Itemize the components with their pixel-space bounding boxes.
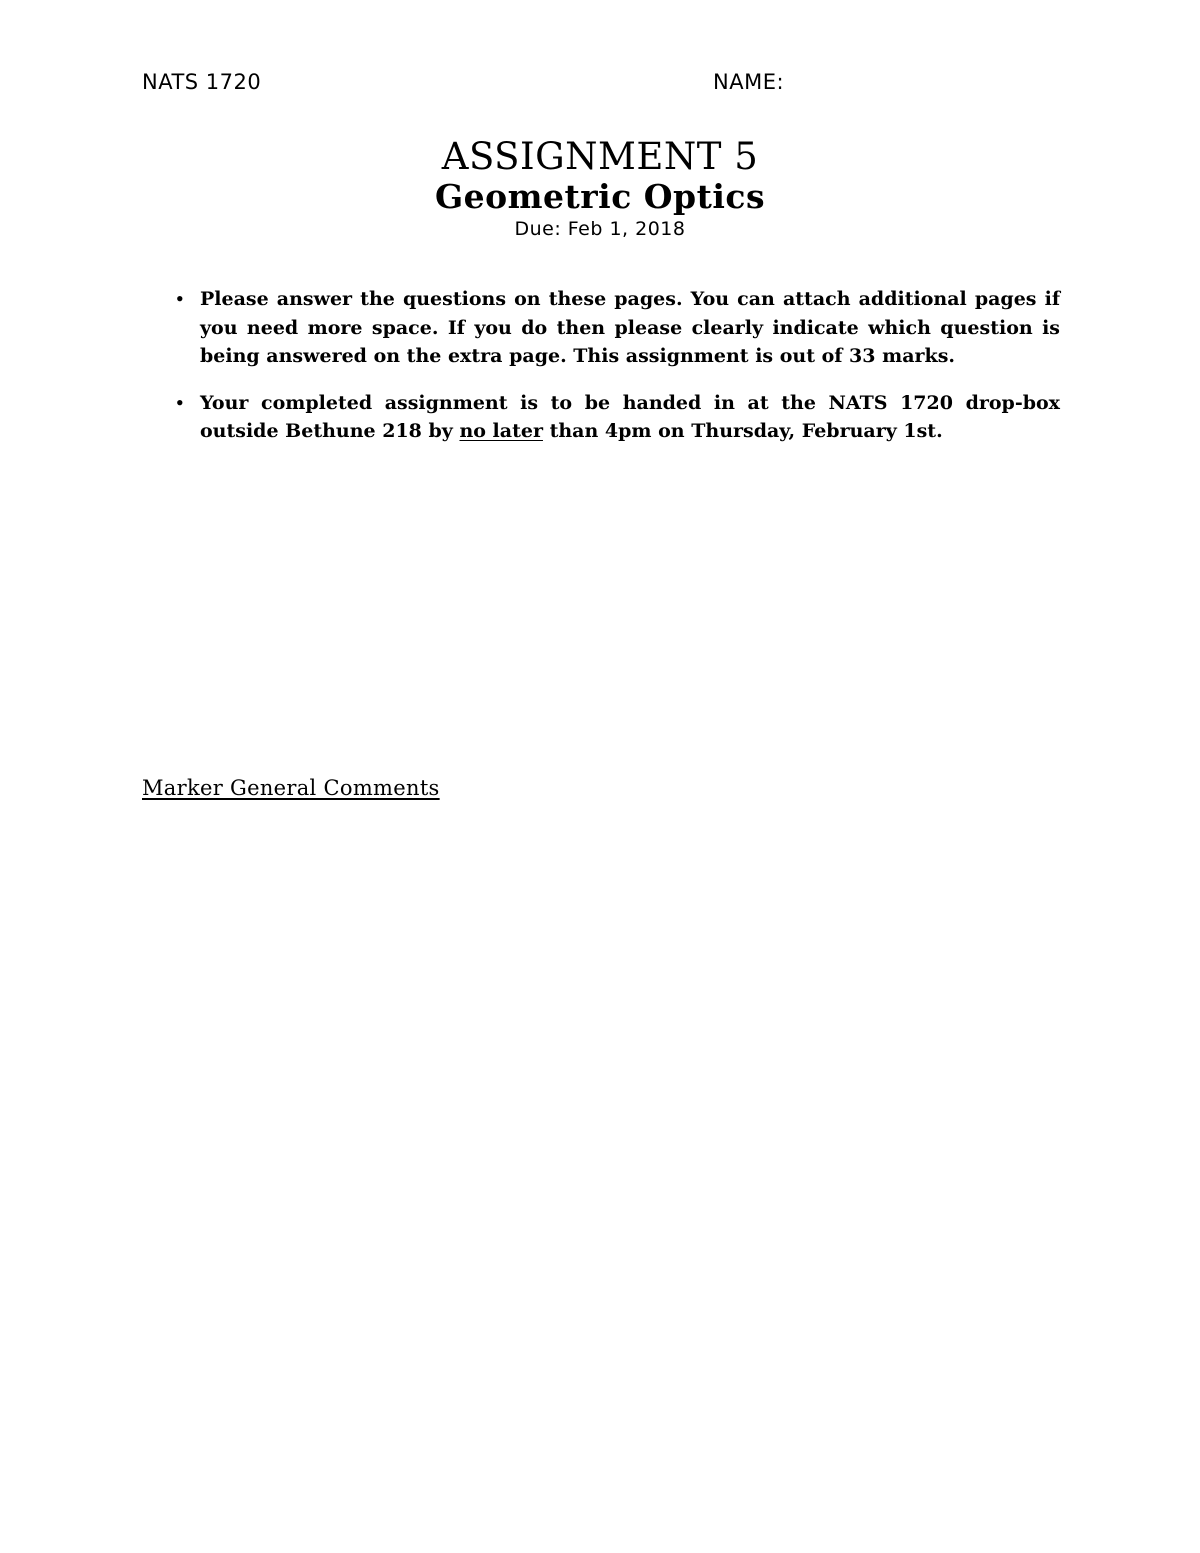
- instruction-text: Please answer the questions on these pages. You can attach additional pages if you need more space. If you do then please clearly indicate which question is being answered on the extra page. This assignment is out of 33 marks.: [200, 288, 1060, 367]
- deadline-emphasis: no later: [459, 420, 543, 442]
- marker-comments-heading: Marker General Comments: [142, 776, 440, 800]
- assignment-title: ASSIGNMENT 5: [441, 135, 759, 178]
- instruction-text-end: than 4pm on Thursday, February 1st.: [542, 420, 943, 442]
- title-block: [0, 136, 1200, 242]
- course-code: NATS 1720: [142, 70, 262, 94]
- due-date: Due: Feb 1, 2018: [514, 218, 686, 240]
- assignment-subtitle: Geometric Optics: [434, 177, 766, 216]
- name-label: NAME:: [713, 70, 785, 94]
- instruction-item: [172, 389, 1060, 446]
- instruction-text: [200, 392, 1060, 443]
- instructions-list: [172, 285, 1060, 464]
- bullet-icon: •: [175, 393, 185, 412]
- bullet-icon: •: [175, 290, 185, 308]
- instruction-item: [172, 285, 1060, 371]
- instruction-text-start: Your completed assignment is to be handed in at the NATS 1720 drop-box outside Bethune 218 by: [200, 391, 1060, 442]
